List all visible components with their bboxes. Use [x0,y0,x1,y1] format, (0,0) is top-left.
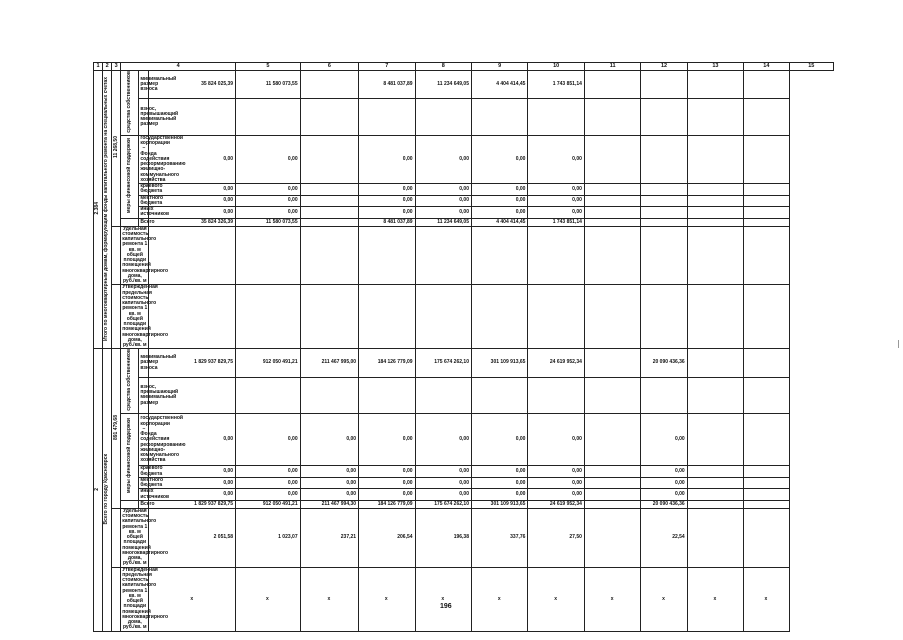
value-cell: 11 234 649,05 [415,71,471,99]
row-label-limit: Утвержденная предельная стоимость капитального ремонта 1 кв. м общей площади помещений многоквартирного дома, руб./кв. м [122,566,169,631]
value-cell [359,99,415,136]
col-6-header: 6 [300,63,358,71]
value-cell: 0,00 [359,195,415,207]
value-cell [687,285,743,349]
value-cell: 211 467 995,00 [300,349,358,377]
value-cell: 184 126 779,09 [359,500,415,508]
value-cell [744,500,789,508]
value-cell: 237,21 [300,508,358,567]
value-cell [744,207,789,219]
value-cell [744,349,789,377]
value-cell [687,466,743,478]
value-cell [359,285,415,349]
value-cell [236,377,301,414]
table-row [94,195,834,207]
value-cell [584,489,640,501]
value-cell [687,500,743,508]
value-cell: 0,00 [471,195,527,207]
value-cell: 0,00 [471,466,527,478]
value-cell [744,184,789,196]
value-cell: 211 467 994,30 [300,500,358,508]
own-funds-cell [121,349,139,414]
table-row [94,207,834,219]
value-cell: 35 824 025,39 [149,71,236,99]
value-cell [300,71,358,99]
value-cell [300,99,358,136]
value-cell [584,184,640,196]
row-label-unit: Удельная стоимость капитального ремонта 1 кв. м общей площади помещений многоквартирного дома, руб./кв. м [122,225,169,285]
value-cell: 27,50 [528,508,584,567]
area-cell [112,349,121,508]
value-cell [744,195,789,207]
row-label-other: иных источников [140,488,170,500]
value-cell: x [687,567,743,631]
table-row [94,489,834,501]
value-cell: 4 404 414,45 [471,218,527,226]
value-cell: 0,00 [236,466,301,478]
table-row [94,500,834,508]
value-cell [641,135,687,183]
table-row [94,477,834,489]
value-cell: 0,00 [149,414,236,466]
value-cell [471,99,527,136]
value-cell [236,226,301,285]
table-row [94,285,834,349]
value-cell [359,377,415,414]
own-funds-cell [121,71,139,136]
value-cell [687,184,743,196]
row-label-total: Всего [140,500,155,507]
object-name: Всего по городу Красноярск [103,453,110,525]
value-cell [528,99,584,136]
value-cell [528,226,584,285]
value-cell: x [744,567,789,631]
value-cell: x [528,567,584,631]
value-cell: 1 829 937 829,75 [149,349,236,377]
row-label-excess: взнос, превышающий минимальный размер [139,377,149,414]
value-cell: 912 050 491,21 [236,500,301,508]
col-3-header: 3 [112,63,121,71]
value-cell: 196,38 [415,508,471,567]
value-cell [687,135,743,183]
value-cell [149,226,236,285]
value-cell: x [641,567,687,631]
value-cell [300,226,358,285]
col-2-header: 2 [103,63,112,71]
table-row [94,184,834,196]
value-cell [687,414,743,466]
value-cell: 8 481 037,89 [359,218,415,226]
value-cell [687,508,743,567]
value-cell: 0,00 [415,477,471,489]
table-row [94,226,834,285]
capital-repair-table [93,62,834,632]
value-cell: x [415,567,471,631]
value-cell: 0,00 [359,489,415,501]
value-cell [471,285,527,349]
row-label-limit: Утвержденная предельная стоимость капитального ремонта 1 кв. м общей площади помещений многоквартирного дома, руб./кв. м [122,284,169,349]
value-cell: 0,00 [236,195,301,207]
value-cell [584,466,640,478]
row-label-total: Всего [140,218,155,225]
value-cell [687,477,743,489]
total-area: 891 479,68 [112,415,119,441]
value-cell [471,226,527,285]
value-cell [415,377,471,414]
value-cell: 35 824 326,39 [149,218,236,226]
col-4-header: 4 [121,63,236,71]
value-cell [687,226,743,285]
table-row [94,135,834,183]
col-13-header: 13 [687,63,743,71]
value-cell [641,285,687,349]
value-cell [687,207,743,219]
column-number-row [94,63,834,71]
value-cell [359,226,415,285]
own-funds-label: средства собственников [126,349,133,412]
value-cell: 0,00 [236,414,301,466]
value-cell [744,218,789,226]
value-cell: 4 404 414,45 [471,71,527,99]
col-9-header: 9 [471,63,527,71]
row-label-fund: государственной корпорации – Фонда содействия реформированию жилищно-коммунального хозяйства [139,414,149,466]
row-label-excess: взнос, превышающий минимальный размер [139,99,149,136]
value-cell: 0,00 [471,489,527,501]
row-number: 2.384 [94,202,101,215]
value-cell: 20 090 436,36 [641,500,687,508]
value-cell [584,195,640,207]
value-cell: 24 619 952,34 [528,349,584,377]
table-row [94,349,834,377]
table-row [94,466,834,478]
value-cell [641,195,687,207]
value-cell: 0,00 [641,466,687,478]
object-name: Итого по многоквартирным домам, формирующим фонды капитального ремонта на специальных счетах [103,76,110,341]
row-label-region: краевого бюджета [140,465,163,477]
value-cell: 0,00 [149,466,236,478]
value-cell: 301 109 913,65 [471,500,527,508]
value-cell [584,508,640,567]
value-cell [641,184,687,196]
value-cell [641,99,687,136]
col-11-header: 11 [584,63,640,71]
value-cell [236,285,301,349]
value-cell: 0,00 [528,489,584,501]
value-cell [687,195,743,207]
value-cell [236,99,301,136]
table-row [94,567,834,631]
value-cell: 0,00 [415,135,471,183]
value-cell [687,377,743,414]
value-cell: 0,00 [415,207,471,219]
value-cell: 175 674 262,10 [415,349,471,377]
value-cell [415,285,471,349]
value-cell [744,99,789,136]
value-cell: 0,00 [359,466,415,478]
row-label-local: местного бюджета [140,194,164,206]
value-cell [744,377,789,414]
value-cell: 0,00 [149,207,236,219]
row-number: 2 [94,487,101,491]
value-cell [584,71,640,99]
value-cell [471,377,527,414]
value-cell: 0,00 [359,414,415,466]
support-label: меры финансовой поддержки [126,418,133,494]
table-row [94,218,834,226]
value-cell: 0,00 [300,489,358,501]
value-cell: x [300,567,358,631]
value-cell: 11 580 073,55 [236,71,301,99]
value-cell [300,184,358,196]
value-cell: 0,00 [236,477,301,489]
row-label-min: минимальный размер взноса [139,71,149,99]
value-cell: 0,00 [359,477,415,489]
blank-cell [121,218,139,226]
value-cell: 0,00 [415,466,471,478]
value-cell: 0,00 [528,477,584,489]
value-cell [584,135,640,183]
value-cell: 0,00 [471,184,527,196]
value-cell [300,195,358,207]
value-cell [584,477,640,489]
blank-cell [112,567,121,631]
value-cell: 0,00 [149,195,236,207]
value-cell: 20 090 436,36 [641,349,687,377]
value-cell [300,218,358,226]
value-cell [687,71,743,99]
value-cell [415,226,471,285]
value-cell: 0,00 [415,489,471,501]
value-cell: 11 234 649,05 [415,218,471,226]
edge-mark [898,340,899,348]
object-name-cell [103,71,112,349]
value-cell: 912 050 491,21 [236,349,301,377]
value-cell [641,226,687,285]
value-cell: 0,00 [471,477,527,489]
value-cell: 0,00 [528,135,584,183]
value-cell [584,207,640,219]
value-cell [687,218,743,226]
value-cell: 1 023,07 [236,508,301,567]
value-cell: 0,00 [528,207,584,219]
value-cell [300,207,358,219]
value-cell: 0,00 [149,184,236,196]
value-cell: 24 619 952,34 [528,500,584,508]
value-cell: 0,00 [528,184,584,196]
area-cell [112,71,121,227]
value-cell: 1 743 851,14 [528,218,584,226]
value-cell [744,466,789,478]
value-cell: 11 580 073,55 [236,218,301,226]
value-cell: x [149,567,236,631]
value-cell: 8 481 037,89 [359,71,415,99]
table-row [94,508,834,567]
value-cell [300,135,358,183]
value-cell: 0,00 [415,414,471,466]
table-row [94,414,834,466]
value-cell [641,71,687,99]
value-cell: 0,00 [236,184,301,196]
value-cell [687,99,743,136]
value-cell: 0,00 [149,477,236,489]
object-name-cell [103,349,112,631]
value-cell [744,414,789,466]
value-cell [584,500,640,508]
value-cell: 175 674 262,10 [415,500,471,508]
value-cell: 184 126 779,09 [359,349,415,377]
col-5-header: 5 [236,63,301,71]
value-cell [744,71,789,99]
value-cell [584,377,640,414]
table-row [94,99,834,136]
value-cell [300,377,358,414]
support-cell [121,414,139,501]
value-cell: 0,00 [641,414,687,466]
value-cell [744,226,789,285]
page-number: 196 [440,603,452,610]
value-cell [528,285,584,349]
value-cell: 206,54 [359,508,415,567]
value-cell: 0,00 [149,489,236,501]
value-cell [744,477,789,489]
value-cell: 0,00 [528,414,584,466]
value-cell: 0,00 [300,466,358,478]
own-funds-label: средства собственников [126,71,133,133]
value-cell: 1 743 851,14 [528,71,584,99]
table-body [94,71,834,632]
value-cell: 0,00 [300,414,358,466]
row-number-cell [94,71,103,349]
value-cell [687,489,743,501]
value-cell [584,414,640,466]
value-cell [641,207,687,219]
value-cell: 2 051,58 [149,508,236,567]
value-cell [584,99,640,136]
value-cell: 0,00 [149,135,236,183]
col-1-header: 1 [94,63,103,71]
col-8-header: 8 [415,63,471,71]
value-cell: 0,00 [236,489,301,501]
value-cell: x [359,567,415,631]
value-cell: 0,00 [300,477,358,489]
value-cell: 0,00 [359,207,415,219]
col-7-header: 7 [359,63,415,71]
support-label: меры финансовой поддержки [126,138,133,214]
col-12-header: 12 [641,63,687,71]
value-cell: 0,00 [236,135,301,183]
value-cell: x [236,567,301,631]
value-cell: 0,00 [471,135,527,183]
value-cell: 0,00 [359,135,415,183]
value-cell [584,218,640,226]
support-cell [121,135,139,218]
value-cell: 0,00 [641,477,687,489]
blank-cell [112,508,121,567]
row-label-min: минимальный размер взноса [139,349,149,377]
value-cell: 0,00 [528,466,584,478]
row-number-cell [94,349,103,631]
row-label-other: иных источников [140,206,170,218]
row-label-unit: Удельная стоимость капитального ремонта 1 кв. м общей площади помещений многоквартирного дома, руб./кв. м [122,507,169,567]
value-cell [641,377,687,414]
value-cell [687,349,743,377]
col-10-header: 10 [528,63,584,71]
value-cell: 0,00 [359,184,415,196]
row-label-local: местного бюджета [140,476,164,489]
value-cell: 301 109 913,65 [471,349,527,377]
value-cell [744,489,789,501]
value-cell [300,285,358,349]
value-cell: x [584,567,640,631]
value-cell [584,349,640,377]
value-cell [584,226,640,285]
row-label-fund: государственной корпорации – Фонда содействия реформированию жилищно-коммунального хозяйства [140,134,186,183]
value-cell [528,377,584,414]
value-cell: 0,00 [415,184,471,196]
value-cell [744,285,789,349]
table-row [94,71,834,99]
value-cell: 22,54 [641,508,687,567]
value-cell: 0,00 [471,207,527,219]
value-cell: 0,00 [415,195,471,207]
blank-cell [112,285,121,349]
col-15-header: 15 [789,63,833,71]
row-label-region: краевого бюджета [140,183,163,195]
value-cell [744,508,789,567]
table-row [94,377,834,414]
col-14-header: 14 [744,63,789,71]
blank-cell [112,226,121,285]
value-cell: 337,76 [471,508,527,567]
value-cell [641,218,687,226]
value-cell [584,285,640,349]
value-cell: 0,00 [236,207,301,219]
value-cell: x [471,567,527,631]
value-cell: 1 829 937 829,75 [149,500,236,508]
value-cell: 0,00 [471,414,527,466]
value-cell [744,135,789,183]
value-cell [415,99,471,136]
value-cell: 0,00 [528,195,584,207]
total-area: 11 268,50 [112,136,119,159]
value-cell [149,285,236,349]
value-cell: 0,00 [641,489,687,501]
